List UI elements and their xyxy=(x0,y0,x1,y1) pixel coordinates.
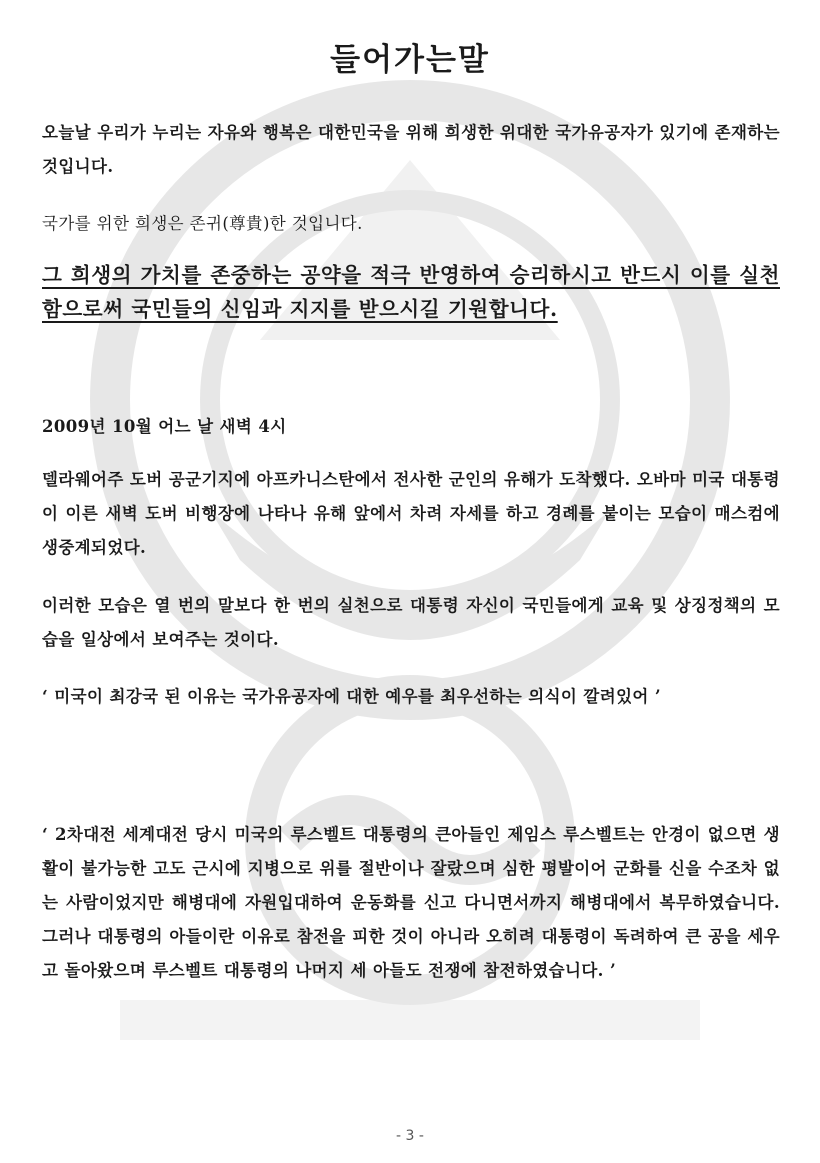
sacrifice-paragraph: 국가를 위한 희생은 존귀(尊貴)한 것입니다. xyxy=(42,214,363,233)
intro-paragraph: 오늘날 우리가 누리는 자유와 행복은 대한민국을 위해 희생한 위대한 국가유공자가 있기에 존재하는것입니다. xyxy=(42,123,780,176)
page-number: - 3 - xyxy=(396,1128,424,1144)
page-title: 들어가는말 xyxy=(330,42,490,78)
pledge-paragraph: 그 희생의 가치를 존중하는 공약을 적극 반영하여 승리하시고 반드시 이를 실천함으로써 국민들의 신임과 지지를 받으시길 기원합니다. xyxy=(42,263,780,321)
obama-paragraph: 델라웨어주 도버 공군기지에 아프카니스탄에서 전사한 군인의 유해가 도착했다. 오바마 미국 대통령이 이른 새벽 도버 비행장에 나타나 유해 앞에서 차려 자세를 하고 경례를 붙이는 모습이 매스컴에 생중계되었다. xyxy=(42,470,780,557)
roosevelt-paragraph: ‘ 2차대전 세계대전 당시 미국의 루스벨트 대통령의 큰아들인 제임스 루스벨트는 안경이 없으면 생활이 불가능한 고도 근시에 지병으로 위를 절반이나 잘랐으며 심한 평발이어 군화를 신을 수조차 없는 사람이었지만 해병대에 자원입대하여 운동화를 신고 다니면서까지 해병대에서 복무하였습니다. 그러나 대통령의 아들이란 이유로 참전을 피한 것이 아니라 오히려 대통령이 독려하여 큰 공을 세우고 돌아왔으며 루스벨트 대통령의 나머지 세 아들도 전쟁에 참전하였습니다. ’ xyxy=(42,825,780,980)
date-heading: 2009년 10월 어느 날 새벽 4시 xyxy=(42,417,287,436)
practice-paragraph: 이러한 모습은 열 번의 말보다 한 번의 실천으로 대통령 자신이 국민들에게 교육 및 상징정책의 모습을 일상에서 보여주는 것이다. xyxy=(42,596,780,649)
quote-paragraph: ‘ 미국이 최강국 된 이유는 국가유공자에 대한 예우를 최우선하는 의식이 깔려있어 ’ xyxy=(42,687,662,706)
